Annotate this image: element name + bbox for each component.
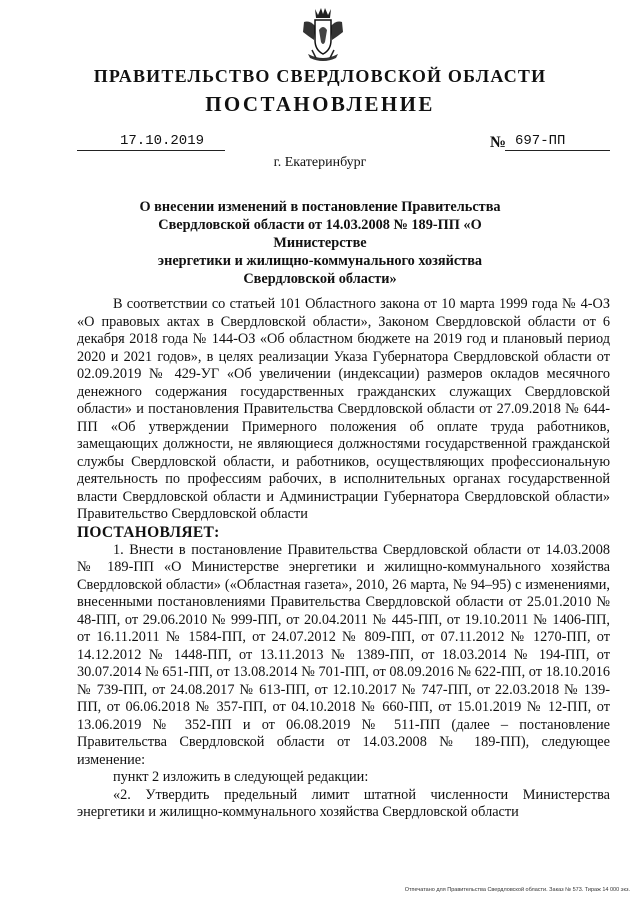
date-underline xyxy=(77,150,225,151)
document-number: 697-ПП xyxy=(515,133,566,149)
preamble-paragraph: В соответствии со статьей 101 Областного закона от 10 марта 1999 года № 4-ОЗ «О правовых актах в Свердловской области», Законом Свердловской области от 6 декабря 2018 года № 144-ОЗ «Об областном бюджете на 2019 год и плановый период 2020 и 2021 годов», в целях реализации Указа Губернатора Свердловской области от 02.09.2019 № 429-УГ «Об увеличении (индексации) размеров окладов месячного денежного содержания государственных гражданских служащих Свердловской области» и постановления Правительства Свердловской области от 27.09.2018 № 644-ПП «Об утверждении Примерного положения об оплате труда работников, замещающих должности, не являющиеся должностями государственной гражданской службы Свердловской области, и работников, осуществляющих профессиональную деятельность по профессиям рабочих, в исполнительных органах государственной власти Свердловской области и Администрации Губернатора Свердловской области» Правительство Свердловской области xyxy=(77,296,610,522)
coat-of-arms-icon xyxy=(300,6,346,64)
title-line: энергетики и жилищно-коммунального хозяйства xyxy=(157,253,483,269)
decree-heading: ПОСТАНОВЛЯЕТ: xyxy=(77,523,220,541)
document-date: 17.10.2019 xyxy=(120,133,205,149)
document-type: ПОСТАНОВЛЕНИЕ xyxy=(205,92,435,116)
number-underline xyxy=(505,150,610,151)
document-title xyxy=(130,198,510,288)
organization-name: ПРАВИТЕЛЬСТВО СВЕРДЛОВСКОЙ ОБЛАСТИ xyxy=(93,66,547,86)
item-1-paragraph: 1. Внести в постановление Правительства Свердловской области от 14.03.2008 № 189-ПП «О Министерстве энергетики и жилищно-коммунального хозяйства Свердловской области» («Областная газета», 2010, 26 марта, № 94–95) с изменениями, внесенными постановлениями Правительства Свердловской области от 25.01.2010 № 48-ПП, от 29.06.2010 № 999-ПП, от 20.04.2011 № 445-ПП, от 19.10.2011 № 1406-ПП, от 16.11.2011 № 1584-ПП, от 24.07.2012 № 809-ПП, от 07.11.2012 № 1270-ПП, от 14.12.2012 № 1448-ПП, от 13.11.2013 № 1389-ПП, от 18.03.2014 № 194-ПП, от 30.07.2014 № 651-ПП, от 13.08.2014 № 701-ПП, от 08.09.2016 № 622-ПП, от 18.10.2016 № 739-ПП, от 24.08.2017 № 613-ПП, от 12.10.2017 № 747-ПП, от 22.03.2018 № 139-ПП, от 06.06.2018 № 357-ПП, от 04.10.2018 № 660-ПП, от 15.01.2019 № 12-ПП, от 13.06.2019 № 352-ПП и от 06.08.2019 № 511-ПП (далее – постановление Правительства Свердловской области от 14.03.2008 № 189-ПП), следующее изменение: xyxy=(77,541,610,768)
title-line: О внесении изменений в постановление Правительства xyxy=(139,199,501,215)
print-footer: Отпечатано для Правительства Свердловской области. Заказ № 573. Тираж 14 000 экз. xyxy=(404,887,630,893)
item-2-intro: пункт 2 изложить в следующей редакции: xyxy=(113,769,369,785)
city: г. Екатеринбург xyxy=(273,155,367,170)
title-line: Свердловской области от 14.03.2008 № 189-ПП «О Министерстве xyxy=(158,217,482,251)
item-2-text: «2. Утвердить предельный лимит штатной численности Министерства энергетики и жилищно-коммунального хозяйства Свердловской области xyxy=(77,786,610,820)
number-sign: № xyxy=(490,134,507,151)
document-body xyxy=(77,296,610,822)
title-line: Свердловской области» xyxy=(243,271,397,287)
